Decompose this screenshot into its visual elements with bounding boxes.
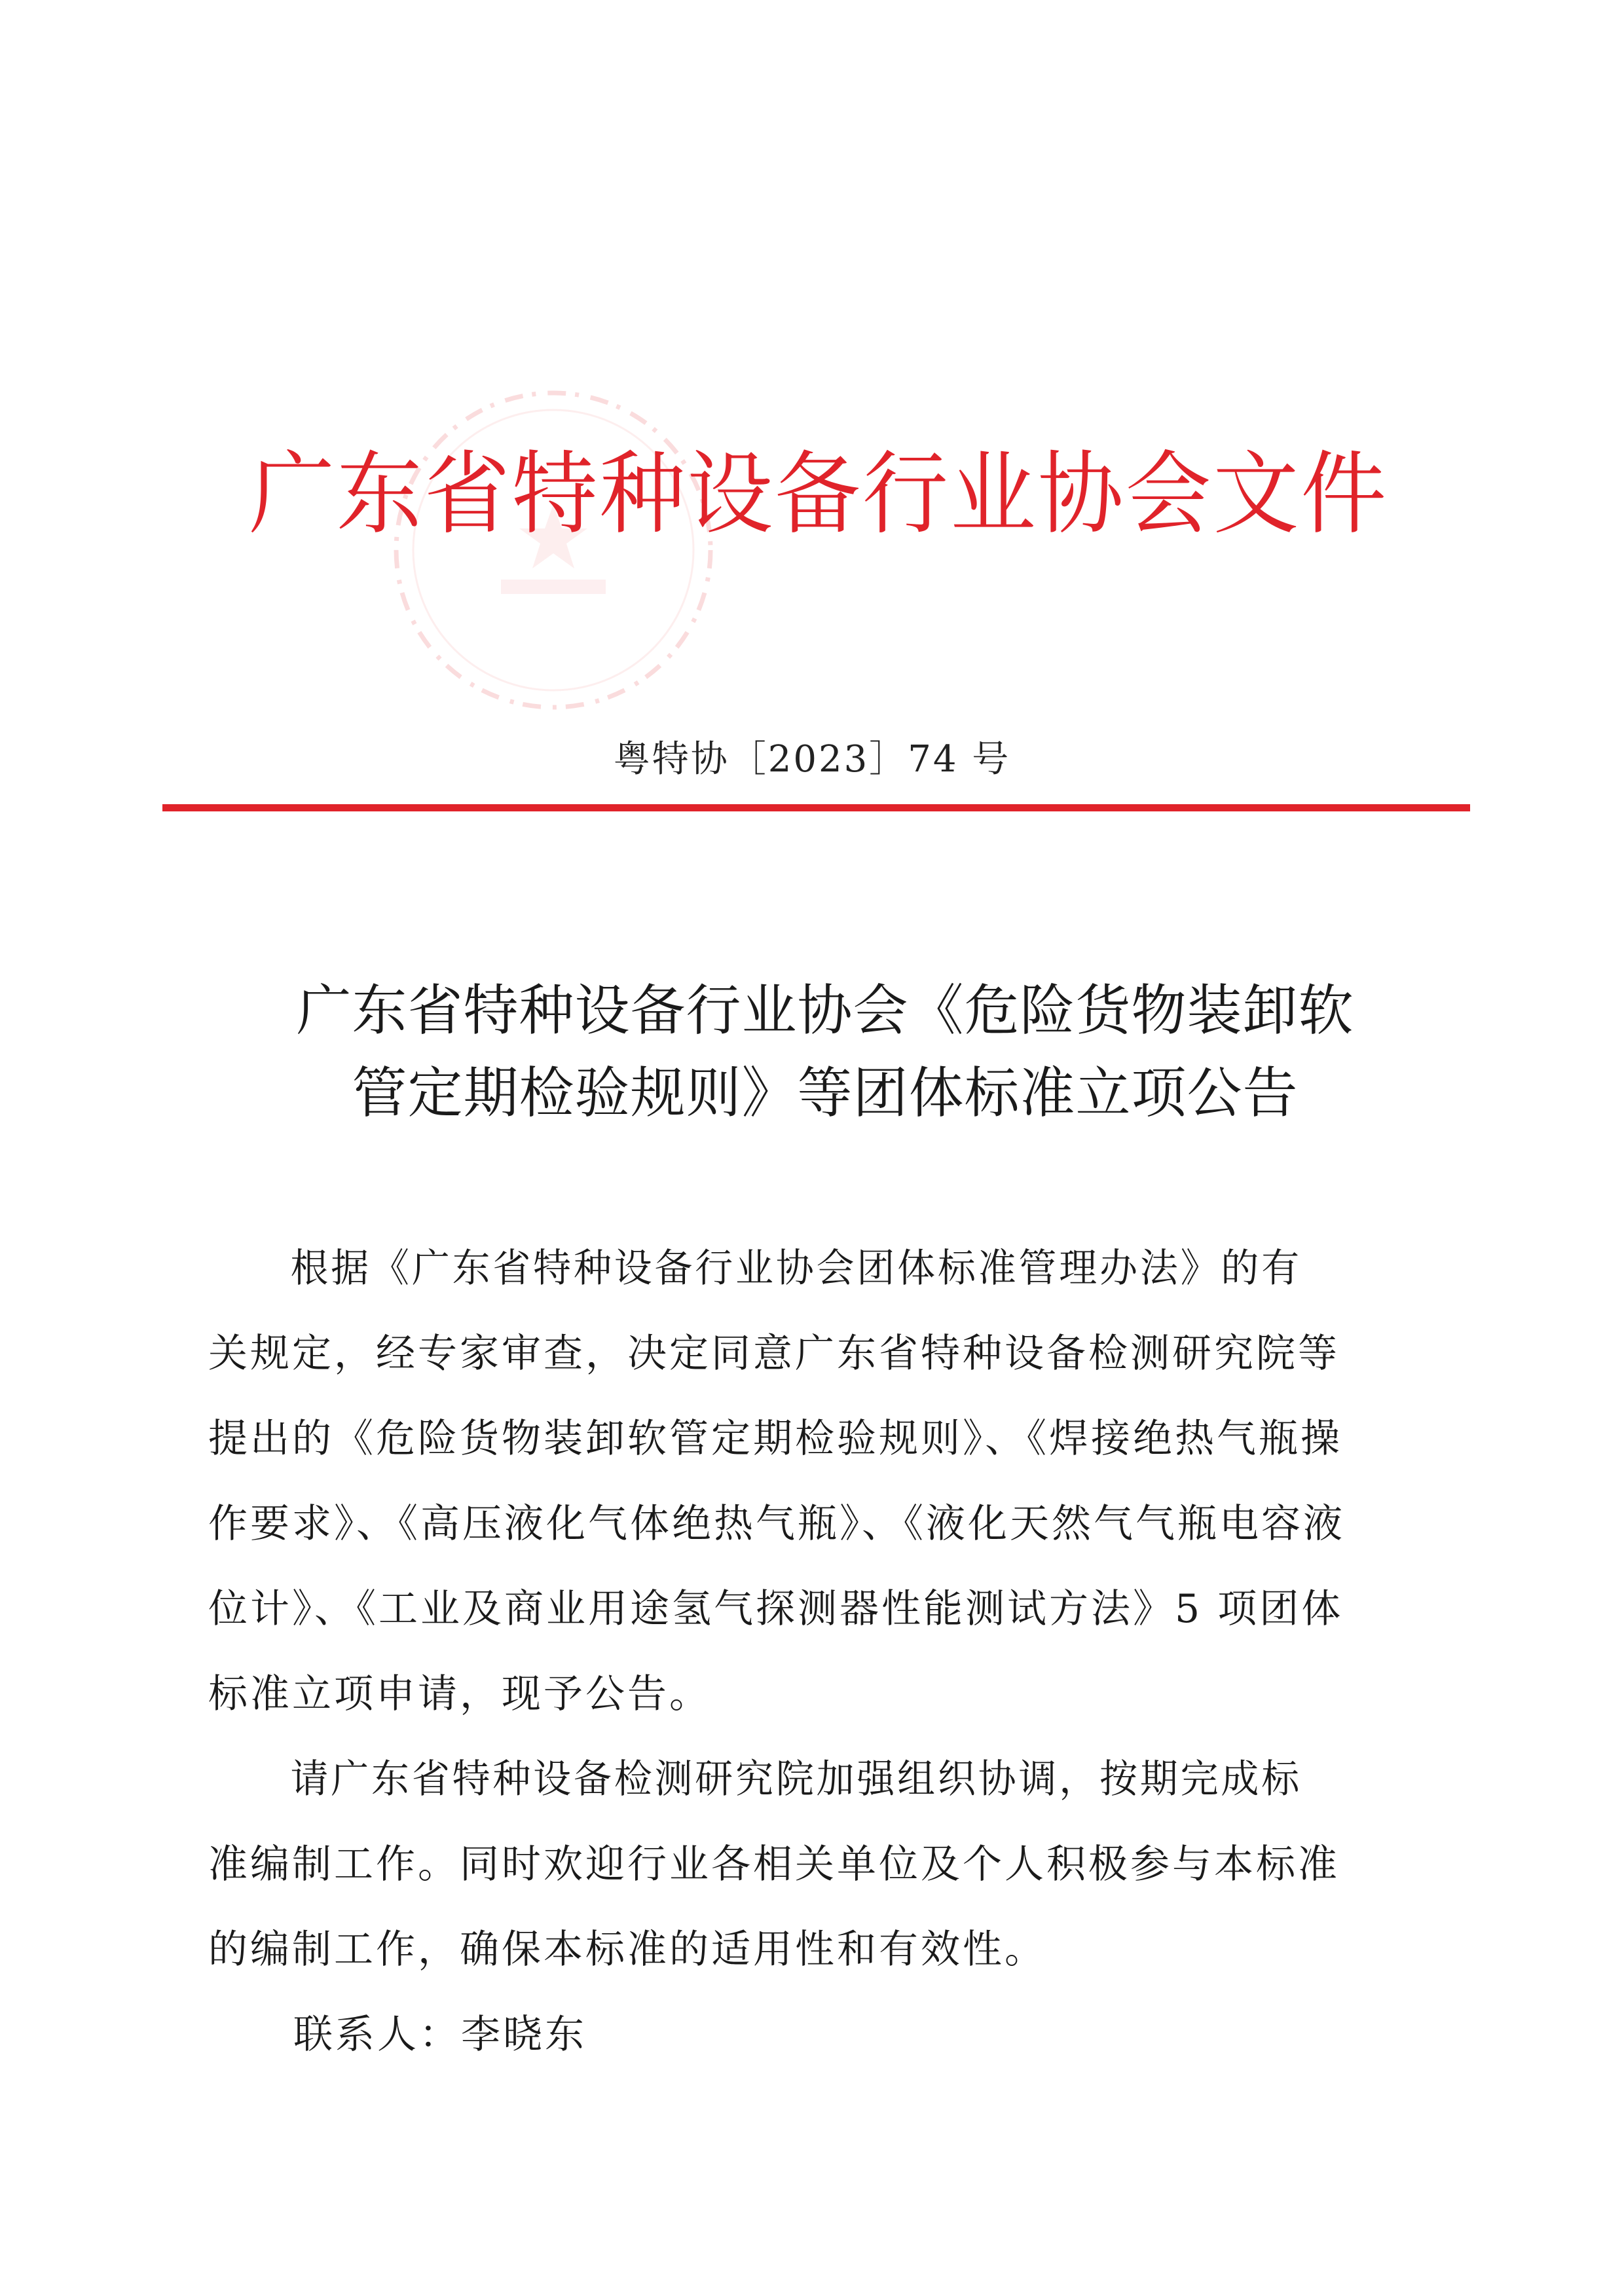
body-line: 准编制工作。同时欢迎行业各相关单位及个人积极参与本标准 (208, 1842, 1340, 1887)
body-line: 关规定，经专家审查，决定同意广东省特种设备检测研究院等 (208, 1331, 1340, 1377)
official-seal-stamp (386, 383, 720, 717)
body-line: 位计》、《工业及商业用途氢气探测器性能测试方法》5 项团体 (208, 1586, 1344, 1632)
contact-line (208, 1992, 1387, 2077)
body-line: 标准立项申请，现予公告。 (208, 1671, 711, 1717)
notice-title (183, 969, 1467, 1134)
body-paragraph-1 (208, 1226, 1387, 1737)
contact-person: 联系人：李晓东 (293, 2012, 587, 2058)
body-line: 根据《广东省特种设备行业协会团体标准管理办法》的有 (290, 1246, 1302, 1291)
notice-title-line: 广东省特种设备行业协会《危险货物装卸软 (296, 978, 1354, 1043)
notice-title-line: 管定期检验规则》等团体标准立项公告 (352, 1061, 1299, 1125)
org-document-header-title: 广东省特种设备行业协会文件 (249, 441, 1389, 547)
body-line: 的编制工作，确保本标准的适用性和有效性。 (208, 1927, 1046, 1972)
body-line: 请广东省特种设备检测研究院加强组织协调，按期完成标 (290, 1756, 1302, 1802)
body-line: 作要求》、《高压液化气体绝热气瓶》、《液化天然气气瓶电容液 (208, 1501, 1345, 1547)
body-line: 提出的《危险货物装卸软管定期检验规则》、《焊接绝热气瓶操 (208, 1416, 1342, 1462)
body-paragraph-2 (208, 1737, 1387, 1992)
header-divider-red-line (162, 804, 1470, 811)
notice-body (208, 1226, 1387, 2077)
document-number: 粤特协［2023］74 号 (613, 738, 1011, 781)
